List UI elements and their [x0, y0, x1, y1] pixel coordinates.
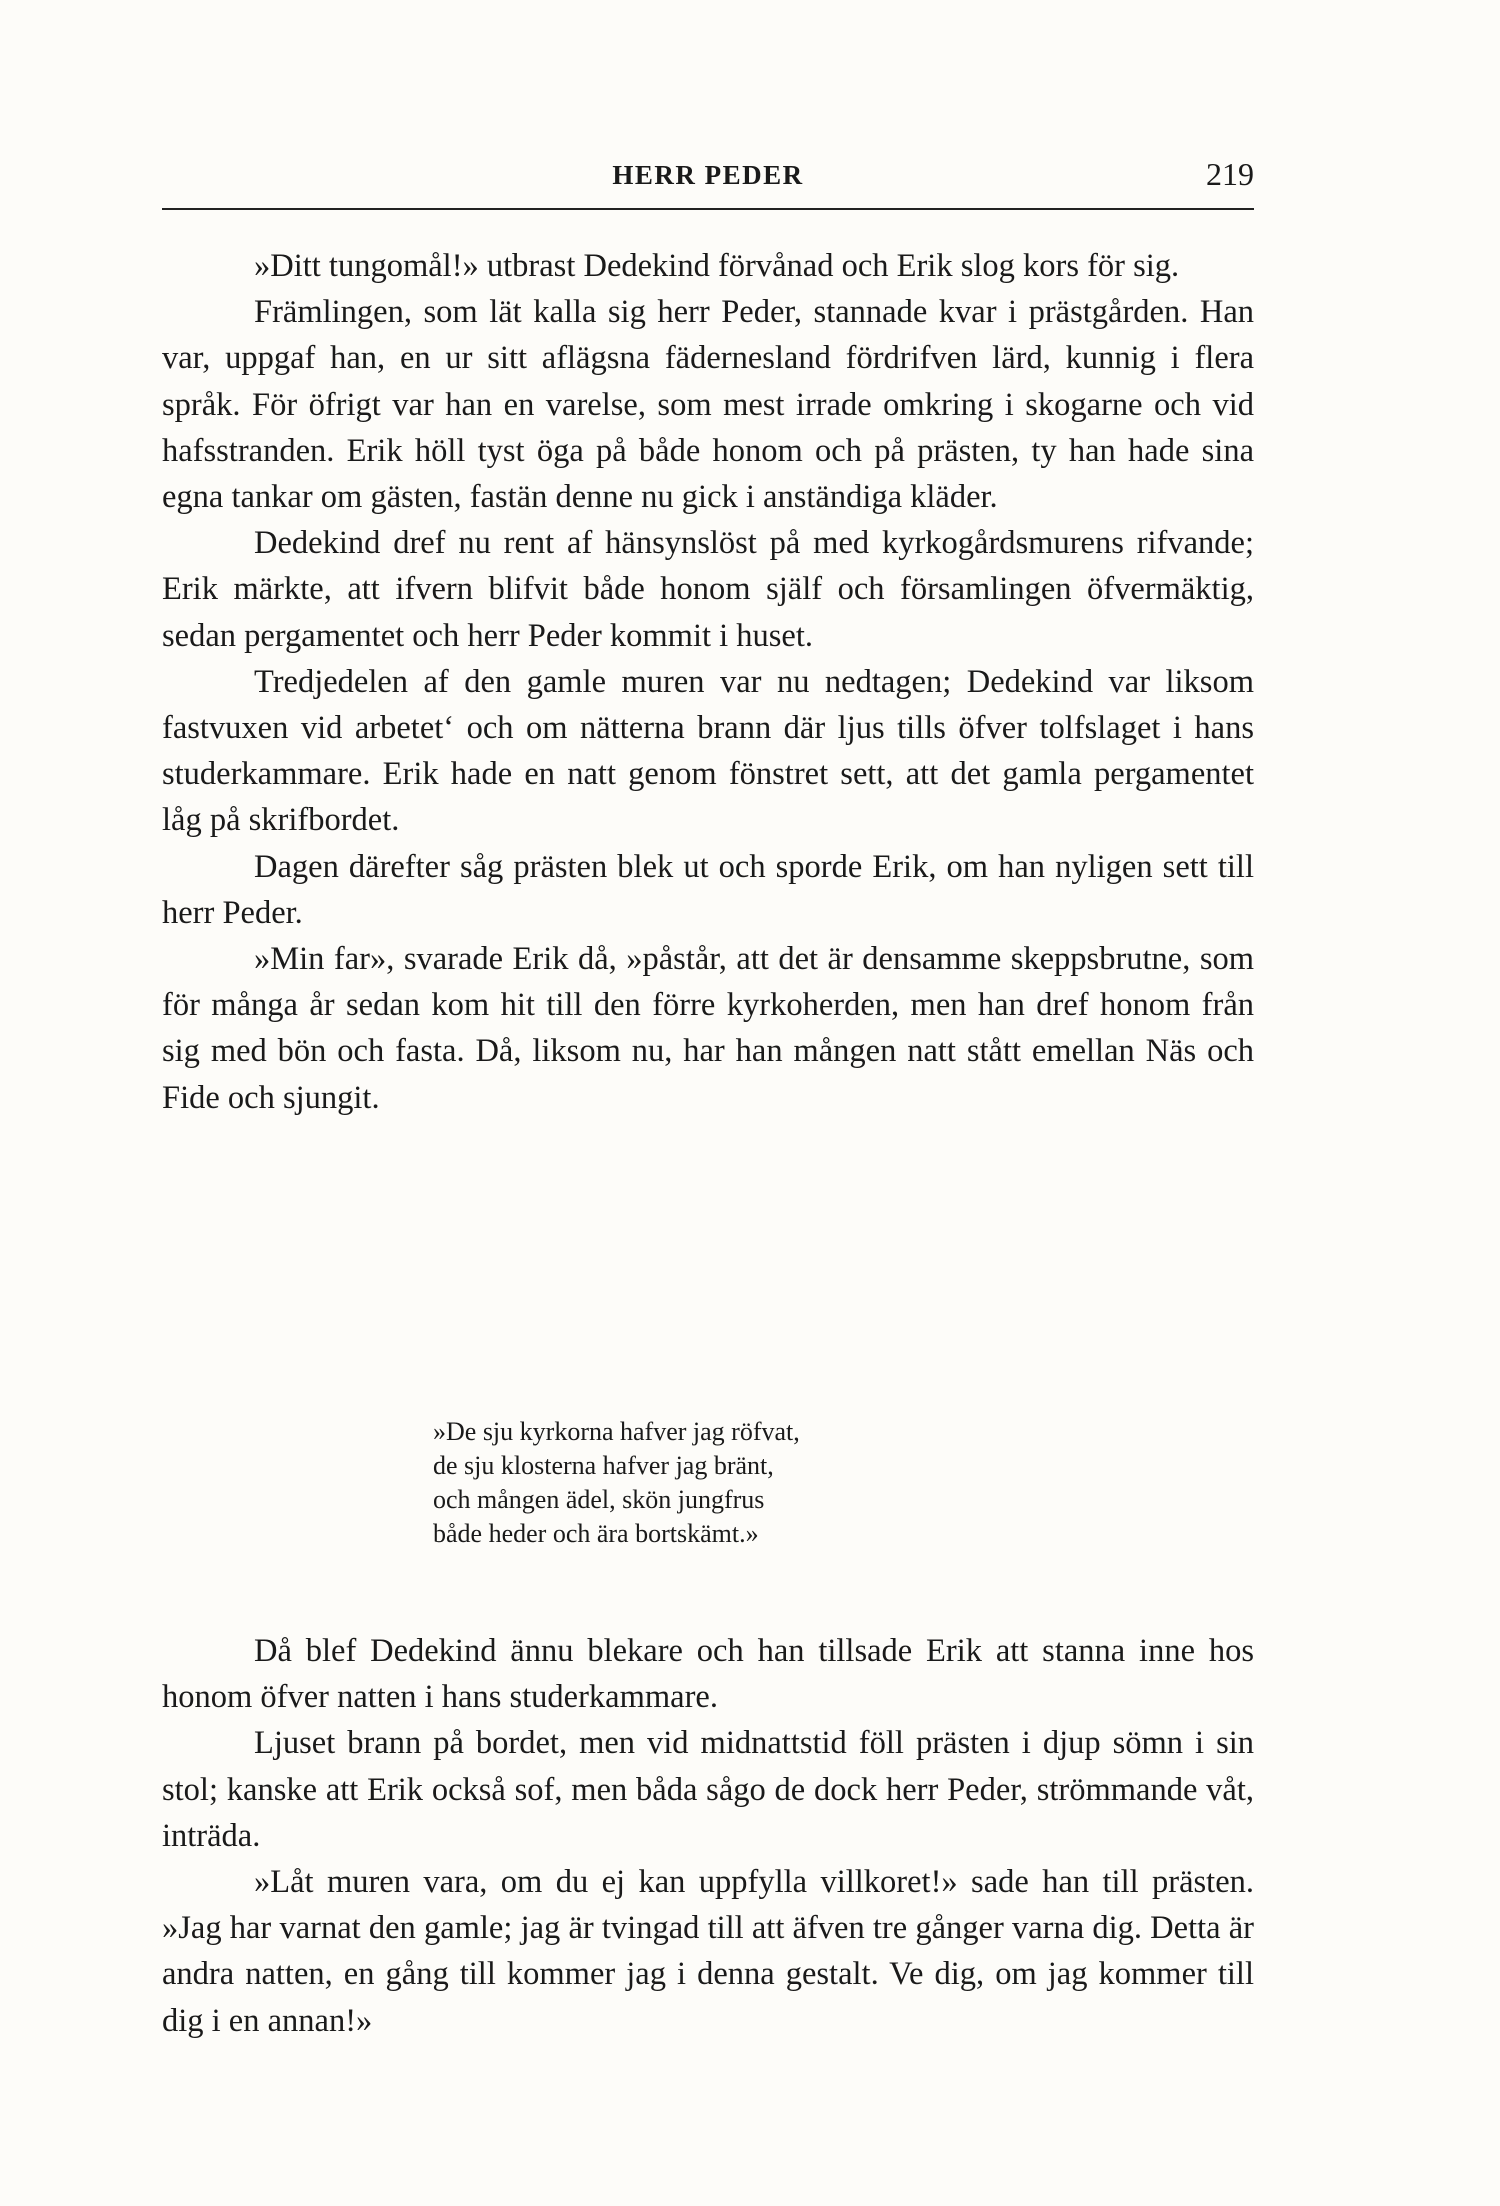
paragraph: Ljuset brann på bordet, men vid midnattstid föll prästen i djup sömn i sin stol; kanske att Erik också sof, men båda sågo de dock herr Peder, strömmande våt, inträda. [162, 1725, 1254, 1854]
paragraph: Tredjedelen af den gamle muren var nu nedtagen; Dedekind var liksom fastvuxen vid arbetet‘ och om nätterna brann där ljus tills öfver tolfslaget i hans studerkammare. Erik hade en natt genom fönstret sett, att det gamla pergamentet låg på skrifbordet. [162, 663, 1254, 839]
header-rule [162, 208, 1254, 210]
verse-block [433, 1415, 1133, 1551]
paragraph: Främlingen, som lät kalla sig herr Peder, stannade kvar i prästgården. Han var, uppgaf han, en ur sitt aflägsna fädernesland fördrifven lärd, kunnig i flera språk. För öfrigt var han en varelse, som mest irrade omkring i skogarne och vid hafsstranden. Erik höll tyst öga på både honom och på prästen, ty han hade sina egna tankar om gästen, fastän denne nu gick i anständiga kläder. [162, 294, 1254, 516]
continued-text [162, 1628, 1254, 2044]
verse-line: både heder och ära bortskämt.» [433, 1519, 759, 1548]
paragraph: »Min far», svarade Erik då, »påstår, att det är densamme skeppsbrutne, som för många år sedan kom hit till den förre kyrkoherden, men han dref honom från sig med bön och fasta. Då, liksom nu, har han mången natt stått emellan Näs och Fide och sjungit. [162, 941, 1254, 1116]
page-header [162, 150, 1254, 206]
paragraph: Då blef Dedekind ännu blekare och han tillsade Erik att stanna inne hos honom öfver natten i hans studerkammare. [162, 1633, 1254, 1716]
verse-line: och mången ädel, skön jungfrus [433, 1485, 765, 1514]
paragraph: Dedekind dref nu rent af hänsynslöst på med kyrkogårdsmurens rifvande; Erik märkte, att ifvern blifvit både honom själf och församlingen öfvermäktig, sedan pergamentet och herr Peder kommit i huset. [162, 525, 1254, 654]
running-title: HERR PEDER [612, 160, 804, 190]
paragraph: »Låt muren vara, om du ej kan uppfylla villkoret!» sade han till prästen. »Jag har varnat den gamle; jag är tvingad till att äfven tre gånger varna dig. Detta är andra natten, en gång till kommer jag i denna gestalt. Ve dig, om jag kommer till dig i en annan!» [162, 1864, 1254, 2039]
main-text [162, 243, 1254, 1121]
verse-line: »De sju kyrkorna hafver jag röfvat, [433, 1417, 800, 1446]
page-number: 219 [1206, 156, 1254, 192]
verse-line: de sju klosterna hafver jag bränt, [433, 1451, 774, 1480]
paragraph: »Ditt tungomål!» utbrast Dedekind förvånad och Erik slog kors för sig. [254, 248, 1180, 284]
paragraph: Dagen därefter såg prästen blek ut och sporde Erik, om han nyligen sett till herr Peder. [162, 848, 1254, 931]
